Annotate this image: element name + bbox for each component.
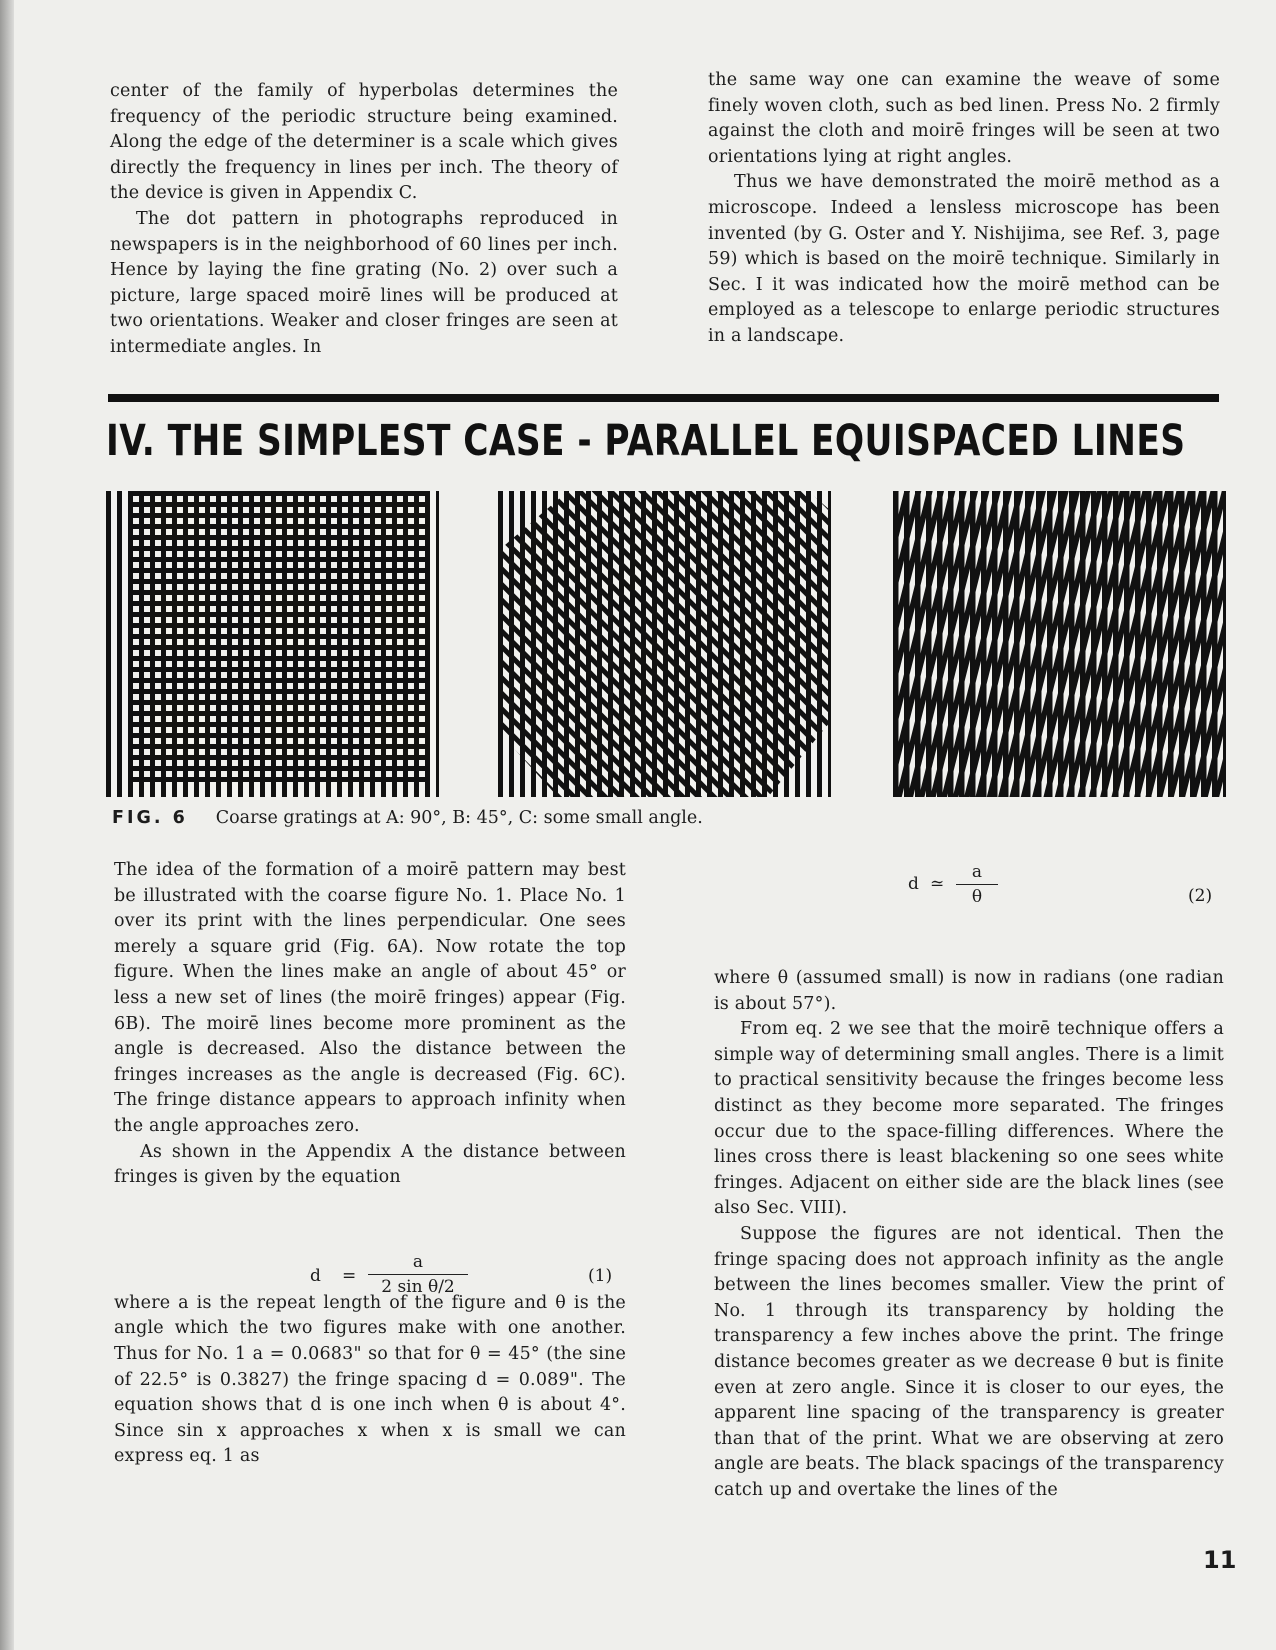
fraction-bar [368, 1274, 468, 1275]
equation-fraction [368, 1252, 468, 1297]
equation-number: (1) [588, 1266, 613, 1286]
moire-45-pattern-image [498, 491, 831, 797]
paragraph: where a is the repeat length of the figure and θ is the angle which the two figures make with one another. Thus for No. 1 a = 0.0683" so that for θ = 45° (the sine of 22.5° is 0.3827) the fringe spacing d = 0.089". The equation shows that d is one inch when θ is about 4°. Since sin x approaches x when x is small we can express eq. 1 as [114, 1292, 626, 1467]
denominator: 2 sin θ/2 [381, 1277, 455, 1297]
grid-pattern-image [106, 491, 439, 797]
figure-label: FIG. 6 [112, 808, 188, 828]
page-number: 11 [1203, 1546, 1237, 1574]
paragraph: The idea of the formation of a moirē pattern may best be illustrated with the coarse figure No. 1. Place No. 1 over its print with the lines perpendicular. One sees merely a square grid (Fig. 6A). Now rotate the top figure. When the lines make an angle of about 45° or less a new set of lines (the moirē fringes) appear (Fig. 6B). The moirē lines become more prominent as the angle is decreased. Also the distance between the fringes increases as the angle is decreased (Fig. 6C). The fringe distance appears to approach infinity when the angle approaches zero. [114, 860, 626, 1136]
paragraph: As shown in the Appendix A the distance between fringes is given by the equation [114, 1141, 626, 1188]
paragraph: The dot pattern in photographs reproduced in newspapers is in the neighborhood of 60 lines per inch. Hence by laying the fine grating (No. 2) over such a picture, large spaced moirē lines will be produced at two orientations. Weaker and closer fringes are seen at intermediate angles. In [110, 208, 618, 357]
equation-operator: = [342, 1266, 357, 1286]
denominator: θ [971, 887, 983, 907]
equation-operator: ≃ [930, 874, 945, 894]
binding-shadow [0, 0, 14, 1650]
section-heading: IV. THE SIMPLEST CASE - PARALLEL EQUISPACED LINES [106, 416, 1186, 466]
figure-caption [112, 808, 703, 828]
top-right-column [708, 68, 1220, 350]
section-rule [108, 394, 1219, 402]
figure-6b-moire [498, 491, 831, 797]
paragraph: the same way one can examine the weave of some finely woven cloth, such as bed linen. Press No. 2 firmly against the cloth and moirē fringes will be seen at two orientations lying at right angles. [708, 70, 1220, 167]
top-left-column [110, 79, 618, 361]
paragraph: Thus we have demonstrated the moirē method as a microscope. Indeed a lensless microscope has been invented (by G. Oster and Y. Nishijima, see Ref. 3, page 59) which is based on the moirē technique. Similarly in Sec. I it was indicated how the moirē method can be employed as a telescope to enlarge periodic structures in a landscape. [708, 172, 1220, 346]
numerator: a [412, 1252, 424, 1272]
fraction-bar [956, 884, 998, 885]
paragraph: center of the family of hyperbolas determines the frequency of the periodic structure being examined. Along the edge of the determiner is a scale which gives directly the frequency in lines per inch. The theory of the device is given in Appendix C. [110, 81, 618, 204]
equation-fraction [956, 862, 998, 907]
paragraph: Suppose the figures are not identical. Then the fringe spacing does not approach infinity as the angle between the lines becomes smaller. View the print of No. 1 through its transparency by holding the transparency a few inches above the print. The fringe distance becomes greater as we decrease θ but is finite even at zero angle. Since it is closer to our eyes, the apparent line spacing of the transparency is greater than that of the print. What we are observing at zero angle are beats. The black spacings of the transparency catch up and overtake the lines of the [714, 1223, 1224, 1500]
numerator: a [971, 862, 983, 882]
equation-2 [878, 862, 1218, 912]
paragraph: where θ (assumed small) is now in radians (one radian is about 57°). [714, 968, 1224, 1014]
equation-number: (2) [1188, 886, 1213, 906]
paragraph: From eq. 2 we see that the moirē technique offers a simple way of determining small angles. There is a limit to practical sensitivity because the fringes become less distinct as they become more separated. The fringes occur due to the space-filling differences. Where the lines cross there is least blackening so one sees white fringes. Adjacent on either side are the black lines (see also Sec. VIII). [714, 1019, 1224, 1219]
figure-6c-moire [893, 491, 1226, 797]
bottom-left-column [114, 858, 626, 1470]
equation-1 [310, 1252, 640, 1312]
figure-6a-grid [106, 491, 439, 797]
moire-small-angle-pattern-image [893, 491, 1226, 797]
equation-lhs: d [908, 874, 919, 894]
caption-text: Coarse gratings at A: 90°, B: 45°, C: some small angle. [215, 808, 703, 828]
equation-lhs: d [310, 1266, 321, 1286]
bottom-right-column [714, 966, 1224, 1503]
